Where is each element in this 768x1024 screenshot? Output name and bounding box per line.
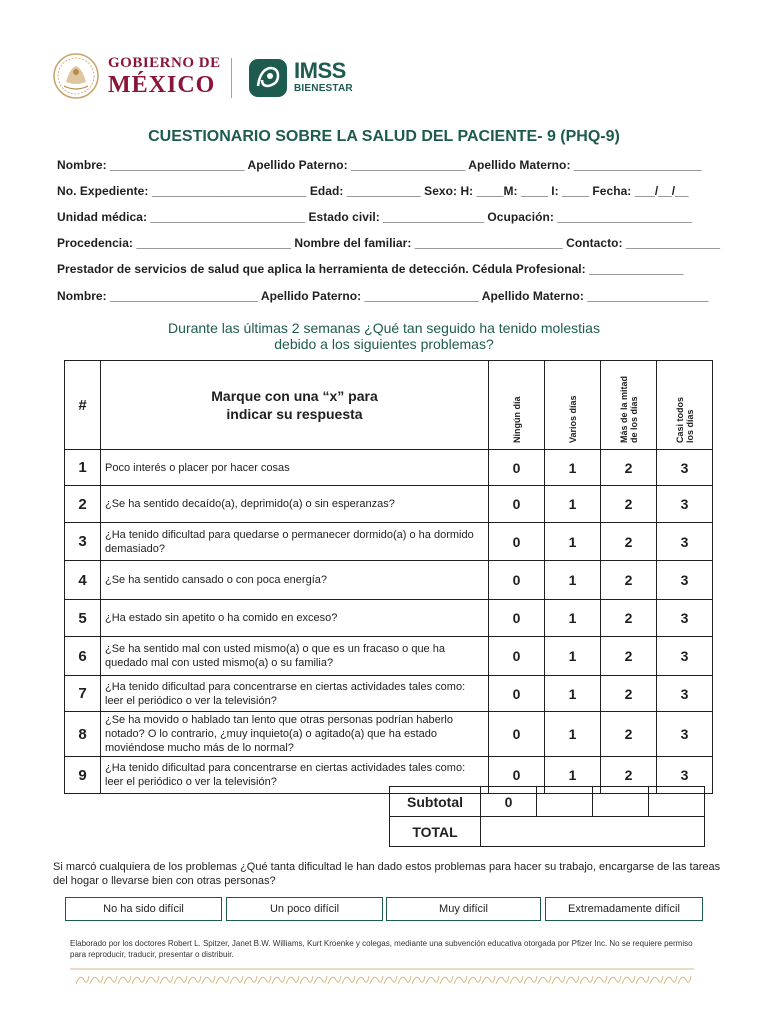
difficulty-question: Si marcó cualquiera de los problemas ¿Qué tanta dificultad le han dado estos problemas para hacer su trabajo, encargarse de las tareas del hogar o llevarse bien con otras personas? [53, 861, 721, 887]
table-row [65, 450, 713, 486]
total-cell[interactable] [481, 817, 705, 847]
row-question: ¿Ha tenido dificultad para concentrarse en ciertas actividades tales como: leer el periódico o ver la televisión? [101, 676, 489, 712]
score-cell-2[interactable]: 2 [601, 523, 657, 561]
row-question: ¿Se ha sentido decaído(a), deprimido(a) o sin esperanzas? [101, 486, 489, 523]
score-cell-2[interactable]: 2 [601, 600, 657, 637]
subtotal-row [390, 787, 705, 817]
score-cell-3[interactable]: 3 [657, 486, 713, 523]
gob-line2: MÉXICO [108, 72, 216, 98]
row-question: ¿Ha tenido dificultad para concentrarse en ciertas actividades tales como: leer el periódico o ver la televisión? [101, 757, 489, 794]
subtotal-cell-3[interactable] [649, 787, 705, 817]
header-divider [231, 58, 232, 98]
col-header-2-text: Más de la mitad de los días [618, 375, 639, 443]
subtotal-cell-0[interactable]: 0 [481, 787, 537, 817]
phq9-table [64, 360, 713, 794]
score-cell-0[interactable]: 0 [489, 523, 545, 561]
table-row [65, 637, 713, 676]
table-row [65, 676, 713, 712]
number-header: # [65, 361, 101, 450]
difficulty-option-0[interactable]: No ha sido difícil [65, 897, 222, 921]
provider-name-line: Nombre: ______________________ Apellido Paterno: _________________ Apellido Materno: __________________ [57, 289, 709, 303]
col-header-1-text: Varios días [567, 395, 578, 443]
table-row [65, 523, 713, 561]
subtotal-cell-1[interactable] [537, 787, 593, 817]
row-number: 8 [65, 712, 101, 757]
score-cell-3[interactable]: 3 [657, 637, 713, 676]
col-header-3 [657, 361, 713, 450]
total-row [390, 817, 705, 847]
national-seal-icon [52, 52, 100, 100]
score-cell-3[interactable]: 3 [657, 523, 713, 561]
score-cell-0[interactable]: 0 [489, 450, 545, 486]
score-cell-2[interactable]: 2 [601, 676, 657, 712]
score-cell-2[interactable]: 2 [601, 450, 657, 486]
score-cell-3[interactable]: 3 [657, 757, 713, 794]
decorative-footer-band [70, 968, 694, 988]
score-cell-0[interactable]: 0 [489, 637, 545, 676]
row-question: ¿Se ha sentido cansado o con poca energía? [101, 561, 489, 600]
row-question: Poco interés o placer por hacer cosas [101, 450, 489, 486]
difficulty-option-2[interactable]: Muy difícil [386, 897, 541, 921]
gobierno-de-mexico-logo [52, 52, 242, 102]
score-cell-1[interactable]: 1 [545, 486, 601, 523]
row-number: 1 [65, 450, 101, 486]
score-cell-0[interactable]: 0 [489, 676, 545, 712]
instructions [0, 320, 768, 352]
score-cell-3[interactable]: 3 [657, 712, 713, 757]
total-label: TOTAL [390, 817, 481, 847]
provider-license-line: Prestador de servicios de salud que aplica la herramienta de detección. Cédula Profesional: ______________ [57, 262, 684, 276]
score-cell-1[interactable]: 1 [545, 561, 601, 600]
instructions-line1: Durante las últimas 2 semanas ¿Qué tan seguido ha tenido molestias [168, 320, 600, 336]
score-cell-2[interactable]: 2 [601, 757, 657, 794]
imss-bienestar-logo [248, 58, 358, 102]
patient-name-line: Nombre: ____________________ Apellido Paterno: _________________ Apellido Materno: ___________________ [57, 158, 702, 172]
score-cell-3[interactable]: 3 [657, 600, 713, 637]
difficulty-option-3[interactable]: Extremadamente difícil [545, 897, 703, 921]
score-cell-0[interactable]: 0 [489, 486, 545, 523]
table-row [65, 712, 713, 757]
score-cell-1[interactable]: 1 [545, 757, 601, 794]
instructions-line2: debido a los siguientes problemas? [274, 336, 494, 352]
subtotal-label: Subtotal [390, 787, 481, 817]
difficulty-option-1[interactable]: Un poco difícil [226, 897, 383, 921]
table-row [65, 486, 713, 523]
col-header-3-text: Casi todos los días [674, 396, 695, 443]
row-number: 6 [65, 637, 101, 676]
subtotal-cell-2[interactable] [593, 787, 649, 817]
totals-table [389, 786, 705, 847]
record-info-line: No. Expediente: _______________________ Edad: ___________ Sexo: H: ____M: ____ I: ____ Fecha: ___/__/__ [57, 184, 689, 198]
row-question: ¿Se ha sentido mal con usted mismo(a) o que es un fracaso o que ha quedado mal con usted mismo(a) o su familia? [101, 637, 489, 676]
page-title: CUESTIONARIO SOBRE LA SALUD DEL PACIENTE- 9 (PHQ-9) [148, 128, 620, 145]
score-cell-0[interactable]: 0 [489, 561, 545, 600]
score-cell-1[interactable]: 1 [545, 600, 601, 637]
col-header-0-text: Ningún día [511, 396, 522, 443]
row-number: 7 [65, 676, 101, 712]
instruction-header-line1: Marque con una “x” para [211, 388, 378, 404]
score-cell-0[interactable]: 0 [489, 757, 545, 794]
row-number: 4 [65, 561, 101, 600]
row-question: ¿Ha estado sin apetito o ha comido en exceso? [101, 600, 489, 637]
instruction-header-line2: indicar su respuesta [226, 406, 363, 422]
row-number: 3 [65, 523, 101, 561]
score-cell-1[interactable]: 1 [545, 637, 601, 676]
col-header-2 [601, 361, 657, 450]
col-header-0 [489, 361, 545, 450]
col-header-1 [545, 361, 601, 450]
score-cell-3[interactable]: 3 [657, 561, 713, 600]
bienestar-wordmark: BIENESTAR [294, 83, 353, 94]
row-question: ¿Se ha movido o hablado tan lento que otras personas podrían haberlo notado? O lo contrario, ¿muy inquieto(a) o agitado(a) que ha estado moviéndose mucho más de lo normal? [101, 712, 489, 757]
row-question: ¿Ha tenido dificultad para quedarse o permanecer dormido(a) o ha dormido demasiado? [101, 523, 489, 561]
unit-civil-occupation-line: Unidad médica: _______________________ Estado civil: _______________ Ocupación: ____________________ [57, 210, 692, 224]
score-cell-1[interactable]: 1 [545, 712, 601, 757]
instruction-header [101, 361, 489, 450]
score-cell-1[interactable]: 1 [545, 450, 601, 486]
row-number: 9 [65, 757, 101, 794]
score-cell-0[interactable]: 0 [489, 600, 545, 637]
imss-emblem-icon [248, 58, 288, 98]
score-cell-2[interactable]: 2 [601, 561, 657, 600]
score-cell-2[interactable]: 2 [601, 637, 657, 676]
score-cell-2[interactable]: 2 [601, 486, 657, 523]
origin-relative-contact-line: Procedencia: _______________________ Nombre del familiar: ______________________ Contacto: ______________ [57, 236, 721, 250]
score-cell-0[interactable]: 0 [489, 712, 545, 757]
table-row [65, 600, 713, 637]
imss-wordmark: IMSS [294, 58, 346, 83]
score-cell-1[interactable]: 1 [545, 523, 601, 561]
table-row [65, 561, 713, 600]
row-number: 2 [65, 486, 101, 523]
score-cell-3[interactable]: 3 [657, 450, 713, 486]
row-number: 5 [65, 600, 101, 637]
table-header-row [65, 361, 713, 450]
gob-line1: GOBIERNO DE [108, 55, 221, 71]
score-cell-3[interactable]: 3 [657, 676, 713, 712]
score-cell-1[interactable]: 1 [545, 676, 601, 712]
credits-note: Elaborado por los doctores Robert L. Spitzer, Janet B.W. Williams, Kurt Kroenke y colegas, mediante una subvención educativa otorgada por Pfizer Inc. No se requiere permiso para reproducir, traducir, presentar o distribuir. [70, 939, 693, 959]
score-cell-2[interactable]: 2 [601, 712, 657, 757]
